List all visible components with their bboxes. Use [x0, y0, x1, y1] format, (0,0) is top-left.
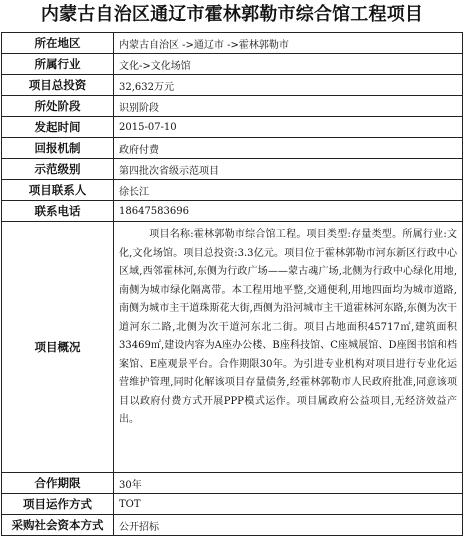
page-title: 内蒙古自治区通辽市霍林郭勒市综合馆工程项目 — [40, 4, 424, 25]
row-value-region: 内蒙古自治区 ->通辽市 ->霍林郭勒市 — [114, 33, 463, 54]
table-row — [2, 75, 463, 96]
row-label-industry: 所属行业 — [2, 54, 114, 75]
row-label-contact-person: 项目联系人 — [2, 180, 114, 201]
table-row — [2, 33, 463, 54]
table-row — [2, 54, 463, 75]
row-label-operation-mode: 项目运作方式 — [2, 494, 114, 515]
table-row — [2, 159, 463, 180]
row-value-phone: 18647583696 — [114, 201, 463, 222]
row-value-cooperation-period: 30年 — [114, 473, 463, 494]
row-label-cooperation-period: 合作期限 — [2, 473, 114, 494]
row-value-launch-date: 2015-07-10 — [114, 117, 463, 138]
overview-text: 项目名称:霍林郭勒市综合馆工程。项目类型:存量类型。所属行业:文化,文化场馆。项目总投资:3.3亿元。项目位于霍林郭勒市河东新区行政中心区域,西邻霍林河,东侧为行政广场——蒙古魂广场,北侧为行政中心绿化用地,南侧为城市绿化隔离带。本工程用地平整,交通便利,用地四面均为城市道路,南侧为城市主干道珠斯花大街,西侧为沿河城市主干道霍林河东路,东侧为次干道河东二路,北侧为次干道河东北二街。项目占地面积45717㎡,建筑面积33469㎡,建设内容为A座办公楼、B座科技馆、C座城展馆、D座图书馆和档案馆、E座观景平台。合作期限30年。为引进专业机构对项目进行专业化运营维护管理,同时化解该项目存量债务,经霍林郭勒市人民政府批准,同意该项目以政府付费方式开展PPP模式运作。项目属政府公益项目,无经济效益产出。 — [119, 229, 457, 425]
row-label-procurement-method: 采购社会资本方式 — [2, 515, 114, 536]
table-row — [2, 201, 463, 222]
row-value-overview — [114, 222, 463, 473]
table-row — [2, 494, 463, 515]
table-row — [2, 515, 463, 536]
row-label-region: 所在地区 — [2, 33, 114, 54]
row-value-industry: 文化->文化场馆 — [114, 54, 463, 75]
row-value-procurement-method: 公开招标 — [114, 515, 463, 536]
row-value-return-mechanism: 政府付费 — [114, 138, 463, 159]
row-label-overview: 项目概况 — [2, 222, 114, 473]
row-label-phone: 联系电话 — [2, 201, 114, 222]
row-value-total-investment: 32,632万元 — [114, 75, 463, 96]
table-row — [2, 180, 463, 201]
row-label-return-mechanism: 回报机制 — [2, 138, 114, 159]
row-value-operation-mode: TOT — [114, 494, 463, 515]
row-value-contact-person: 徐长江 — [114, 180, 463, 201]
table-row — [2, 117, 463, 138]
project-info-table — [1, 32, 463, 536]
table-row-overview — [2, 222, 463, 473]
row-label-total-investment: 项目总投资 — [2, 75, 114, 96]
row-value-demo-level: 第四批次省级示范项目 — [114, 159, 463, 180]
row-value-stage: 识别阶段 — [114, 96, 463, 117]
row-label-demo-level: 示范级别 — [2, 159, 114, 180]
row-label-launch-date: 发起时间 — [2, 117, 114, 138]
table-row — [2, 96, 463, 117]
row-label-stage: 所处阶段 — [2, 96, 114, 117]
table-row — [2, 138, 463, 159]
table-row — [2, 473, 463, 494]
